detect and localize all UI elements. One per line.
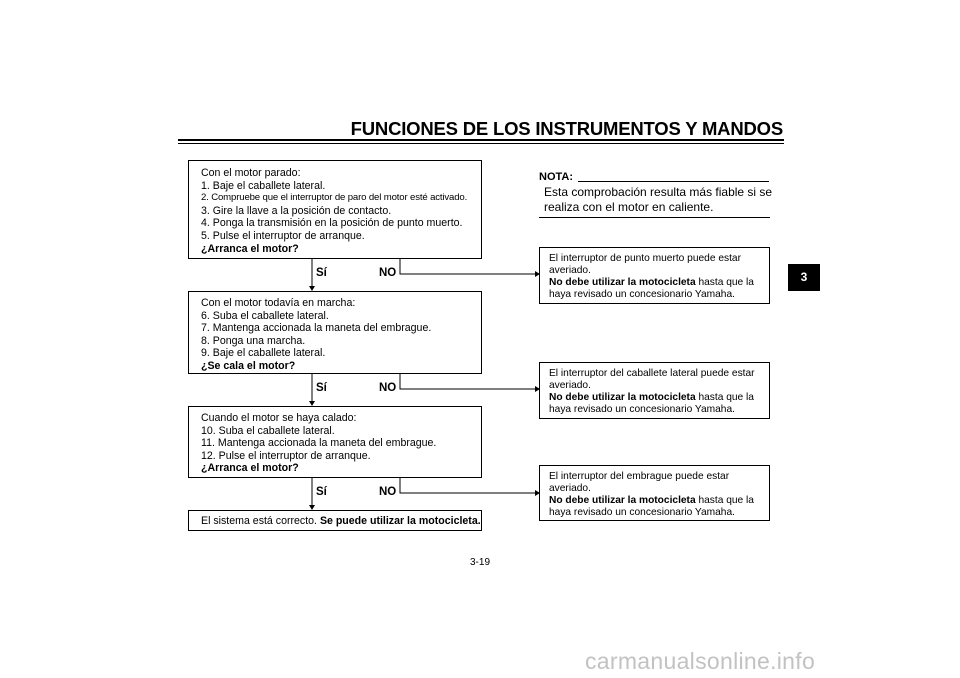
step3-question: ¿Arranca el motor?: [201, 462, 299, 475]
no-connector-3: [400, 477, 535, 493]
nota-label: NOTA:: [539, 171, 574, 183]
step1-line: Con el motor parado:: [201, 167, 301, 179]
step1-line: 5. Pulse el interruptor de arranque.: [201, 229, 365, 242]
fault-line: hasta que la: [695, 277, 754, 288]
nota-rule: [578, 181, 769, 182]
step3-line: Cuando el motor se haya calado:: [201, 412, 357, 424]
yes-label-1: Sí: [316, 267, 327, 279]
no-connector-2: [400, 373, 535, 389]
result-text: El sistema está correcto.: [201, 515, 320, 527]
fault-line: El interruptor del embrague puede estar: [549, 471, 730, 482]
flow-step-2-box: [188, 291, 482, 374]
page-number: 3-19: [469, 557, 490, 568]
step1-line: 1. Baje el caballete lateral.: [201, 179, 326, 192]
fault-box-sidestand: [539, 362, 770, 419]
fault-line: haya revisado un concesionario Yamaha.: [549, 289, 735, 300]
no-label-2: NO: [379, 382, 397, 394]
fault-line: averiado.: [549, 380, 591, 391]
step2-line: 9. Baje el caballete lateral.: [201, 347, 326, 360]
fault-line: hasta que la: [695, 392, 754, 403]
fault-warning: No debe utilizar la motocicleta: [549, 277, 696, 288]
step2-line: 8. Ponga una marcha.: [201, 334, 306, 347]
yes-label-2: Sí: [316, 382, 327, 394]
fault-line: El interruptor del caballete lateral puede estar: [549, 368, 755, 379]
chapter-tab: 3: [788, 264, 820, 291]
fault-line: hasta que la: [695, 495, 754, 506]
step2-line: Con el motor todavía en marcha:: [201, 297, 356, 309]
fault-warning: No debe utilizar la motocicleta: [549, 495, 696, 506]
nota-text: Esta comprobación resulta más fiable si se realiza con el motor en caliente.: [544, 185, 773, 214]
step2-line: 6. Suba el caballete lateral.: [201, 309, 329, 322]
step3-line: 11. Mantenga accionada la maneta del embrague.: [201, 437, 437, 450]
fault-warning: No debe utilizar la motocicleta: [549, 392, 696, 403]
step1-line: 2. Compruebe que el interruptor de paro del motor esté activado.: [201, 192, 468, 204]
result-bold-text: Se puede utilizar la motocicleta.: [319, 515, 481, 527]
fault-line: averiado.: [549, 265, 591, 276]
step1-question: ¿Arranca el motor?: [201, 242, 299, 255]
step3-line: 12. Pulse el interruptor de arranque.: [201, 449, 371, 462]
fault-line: haya revisado un concesionario Yamaha.: [549, 404, 735, 415]
flow-step-1-box: [188, 160, 482, 259]
watermark: carmanualsonline.info: [585, 648, 816, 674]
fault-box-neutral: [539, 247, 770, 304]
no-connector-1: [400, 258, 535, 274]
fault-line: El interruptor de punto muerto puede estar: [549, 253, 741, 264]
no-label-3: NO: [379, 486, 397, 498]
fault-line: averiado.: [549, 483, 591, 494]
no-label-1: NO: [379, 267, 397, 279]
step2-question: ¿Se cala el motor?: [201, 359, 296, 372]
fault-box-clutch: [539, 465, 770, 521]
page-title: FUNCIONES DE LOS INSTRUMENTOS Y MANDOS: [350, 118, 783, 139]
step3-line: 10. Suba el caballete lateral.: [201, 424, 335, 437]
flow-step-3-box: [188, 406, 482, 478]
fault-line: haya revisado un concesionario Yamaha.: [549, 507, 735, 518]
step1-line: 3. Gire la llave a la posición de contacto.: [201, 204, 392, 217]
step2-line: 7. Mantenga accionada la maneta del embrague.: [201, 322, 432, 335]
flow-result-box: [188, 510, 482, 531]
nota-bottom-rule: [539, 217, 770, 218]
yes-label-3: Sí: [316, 486, 327, 498]
step1-line: 4. Ponga la transmisión en la posición de punto muerto.: [201, 217, 463, 230]
